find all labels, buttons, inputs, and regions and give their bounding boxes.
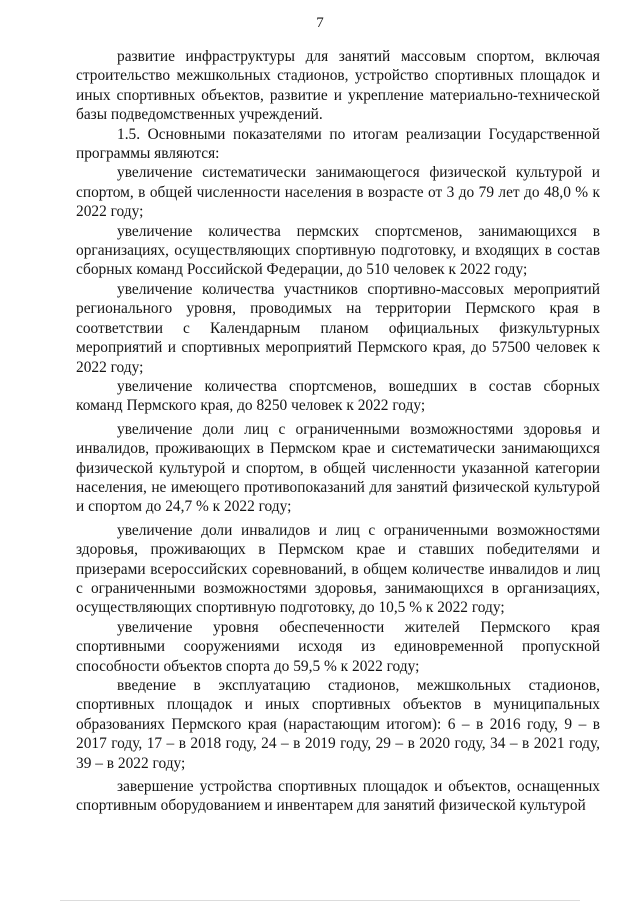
- paragraph-disabled-share: увеличение доли лиц с ограниченными возможностями здоровья и инвалидов, проживающих в Пермском крае и систематически занимающихся физической культурой и спортом, в общей численности указанной категории населения, не имеющего противопоказаний для занятий физической культурой и спортом до 24,7 % к 2022 году;: [76, 420, 600, 516]
- paragraph-team-athletes: увеличение количества спортсменов, вошедших в состав сборных команд Пермского края, до 8250 человек к 2022 году;: [76, 377, 600, 415]
- paragraph-perm-athletes: увеличение количества пермских спортсменов, занимающихся в организациях, осуществляющих спортивную подготовку, и входящих в состав сборных команд Российской Федерации, до 510 человек к 2022 году;: [76, 222, 600, 279]
- paragraph-disabled-winners: увеличение доли инвалидов и лиц с ограниченными возможностями здоровья, проживающих в Пермском крае и ставших победителями и призерами всероссийских соревнований, в общем количестве инвалидов и лиц с ограниченными возможностями здоровья, занимающихся в организациях, осуществляющих спортивную подготовку, до 10,5 % к 2022 году;: [76, 521, 600, 617]
- paragraph-stadium-commissioning: введение в эксплуатацию стадионов, межшкольных стадионов, спортивных площадок и иных спортивных объектов в муниципальных образованиях Пермского края (нарастающим итогом): 6 – в 2016 году, 9 – в 2017 году, 17 – в 2018 году, 24 – в 2019 году, 29 – в 2020 году, 34 – в 2021 году, 39 – в 2022 году;: [76, 677, 600, 772]
- paragraph-population-share: увеличение систематически занимающегося физической культурой и спортом, в общей численности населения в возрасте от 3 до 79 лет до 48,0 % к 2022 году;: [76, 164, 600, 221]
- paragraph-facility-provision: увеличение уровня обеспеченности жителей Пермского края спортивными сооружениями исходя из единовременной пропускной способности объектов спорта до 59,5 % к 2022 году;: [76, 618, 600, 675]
- scan-edge-line: [60, 900, 580, 901]
- paragraph-infrastructure: развитие инфраструктуры для занятий массовым спортом, включая строительство межшкольных стадионов, устройство спортивных площадок и иных спортивных объектов, развитие и укрепление материально-технической базы подведомственных учреждений.: [76, 48, 600, 124]
- paragraph-sports-grounds: завершение устройства спортивных площадок и объектов, оснащенных спортивным оборудованием и инвентарем для занятий физической культурой: [76, 778, 600, 815]
- paragraph-main-indicators: 1.5. Основными показателями по итогам реализации Государственной программы являются:: [76, 125, 600, 163]
- paragraph-event-participants: увеличение количества участников спортивно-массовых мероприятий регионального уровня, проводимых на территории Пермского края в соответствии с Календарным планом официальных физкультурных мероприятий и спортивных мероприятий Пермского края, до 57500 человек к 2022 году;: [76, 280, 600, 376]
- document-body: [76, 47, 600, 816]
- page-number: 7: [316, 15, 324, 31]
